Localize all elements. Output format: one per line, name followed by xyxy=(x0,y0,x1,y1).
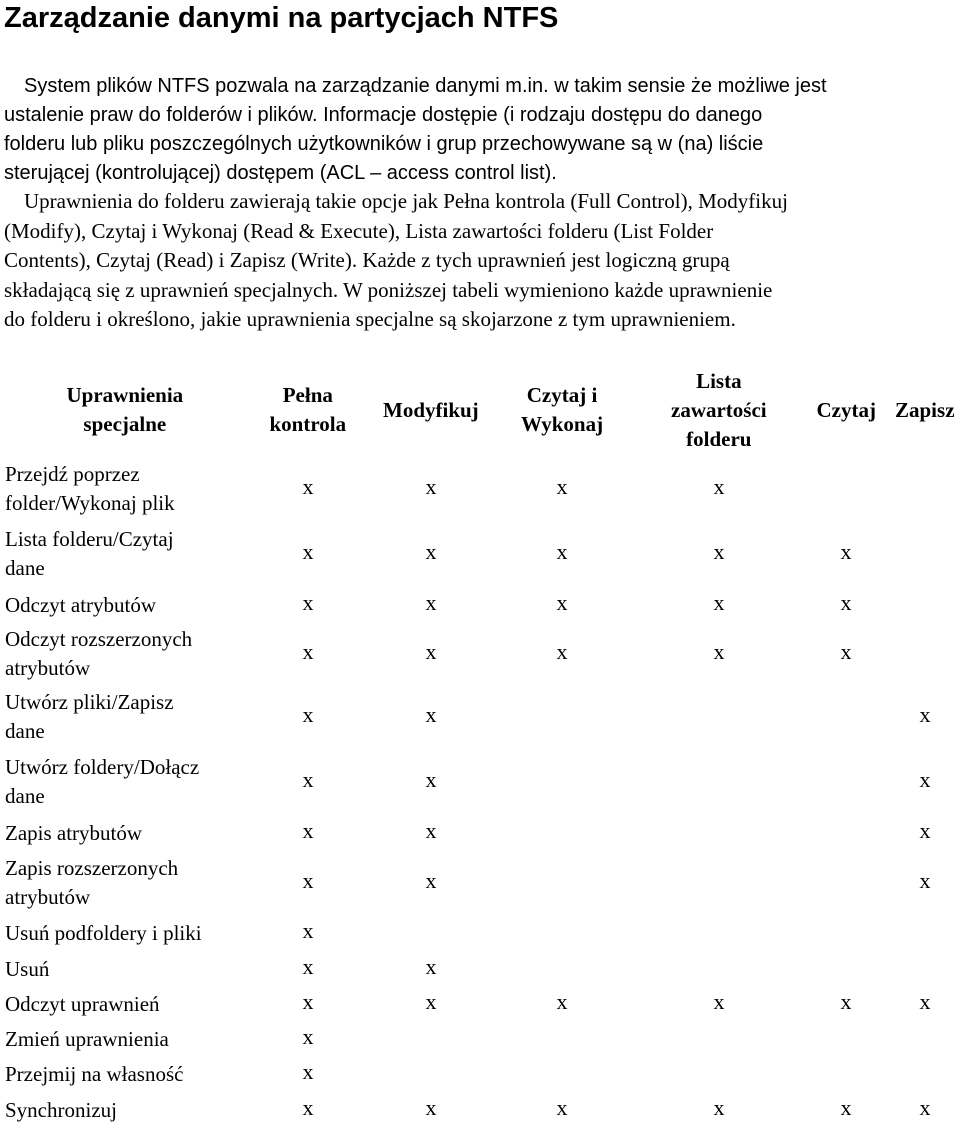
permission-mark: x xyxy=(556,473,568,499)
permission-mark: x xyxy=(425,817,437,843)
row-label: Przejdź poprzez folder/Wykonaj plik xyxy=(5,462,175,515)
permission-mark: x xyxy=(713,538,725,564)
permission-mark: x xyxy=(425,953,437,979)
permission-mark: x xyxy=(302,988,314,1014)
permission-mark: x xyxy=(556,589,568,615)
permission-mark: x xyxy=(840,638,852,664)
permission-mark: x xyxy=(713,589,725,615)
permission-mark: x xyxy=(919,867,931,893)
row-label: Zmień uprawnienia xyxy=(5,1026,169,1051)
row-label: Odczyt uprawnień xyxy=(5,991,160,1016)
row-label: Odczyt atrybutów xyxy=(5,592,157,617)
body-line: Uprawnienia do folderu zawierają takie opcje jak Pełna kontrola (Full Control), Modyfikuj xyxy=(24,189,788,213)
permission-mark: x xyxy=(840,589,852,615)
permission-mark: x xyxy=(302,1094,314,1120)
column-header: Lista zawartości folderu xyxy=(671,368,767,451)
body-line: (Modify), Czytaj i Wykonaj (Read & Execute), Lista zawartości folderu (List Folder xyxy=(4,218,714,243)
permission-mark: x xyxy=(919,701,931,727)
permission-mark: x xyxy=(713,1094,725,1120)
permission-mark: x xyxy=(840,538,852,564)
permission-mark: x xyxy=(302,867,314,893)
permission-mark: x xyxy=(302,1023,314,1049)
permission-mark: x xyxy=(919,766,931,792)
permission-mark: x xyxy=(556,1094,568,1120)
permission-mark: x xyxy=(302,766,314,792)
column-header: Uprawnienia specjalne xyxy=(66,383,184,436)
permission-mark: x xyxy=(425,638,437,664)
permission-mark: x xyxy=(425,473,437,499)
permission-mark: x xyxy=(425,701,437,727)
permission-mark: x xyxy=(425,988,437,1014)
row-label: Zapis rozszerzonych atrybutów xyxy=(5,856,179,909)
permission-mark: x xyxy=(302,638,314,664)
row-label: Usuń xyxy=(5,956,50,981)
permission-mark: x xyxy=(919,817,931,843)
permission-mark: x xyxy=(840,1094,852,1120)
body-line: składającą się z uprawnień specjalnych. W poniższej tabeli wymieniono każde uprawnienie xyxy=(4,277,773,302)
permission-mark: x xyxy=(302,701,314,727)
intro-paragraph xyxy=(4,72,960,188)
permission-mark: x xyxy=(919,988,931,1014)
intro-line: System plików NTFS pozwala na zarządzanie danymi m.in. w takim sensie że możliwe jest xyxy=(24,75,827,97)
permission-mark: x xyxy=(425,867,437,893)
page-title: Zarządzanie danymi na partycjach NTFS xyxy=(4,2,559,34)
row-label: Utwórz pliki/Zapisz dane xyxy=(5,690,174,743)
permission-mark: x xyxy=(713,473,725,499)
column-header: Pełna kontrola xyxy=(269,383,347,436)
column-header: Modyfikuj xyxy=(383,397,479,422)
permission-mark: x xyxy=(425,589,437,615)
permission-mark: x xyxy=(425,766,437,792)
body-paragraph xyxy=(4,187,960,335)
column-header: Czytaj xyxy=(816,397,876,422)
column-header: Czytaj i Wykonaj xyxy=(521,383,604,436)
permission-mark: x xyxy=(302,473,314,499)
row-label: Synchronizuj xyxy=(5,1097,117,1122)
intro-line: folderu lub pliku poszczególnych użytkowników i grup przechowywane są w (na) liście xyxy=(4,133,764,155)
permission-mark: x xyxy=(556,988,568,1014)
row-label: Lista folderu/Czytaj dane xyxy=(5,527,174,580)
body-line: do folderu i określono, jakie uprawnienia specjalne są skojarzone z tym uprawnieniem. xyxy=(4,307,736,331)
body-line: Contents), Czytaj (Read) i Zapisz (Write). Każde z tych uprawnień jest logiczną grupą xyxy=(4,248,730,272)
intro-line: ustalenie praw do folderów i plików. Informacje dostępie (i rodzaju dostępu do danego xyxy=(4,104,763,126)
permission-mark: x xyxy=(302,1058,314,1084)
permission-mark: x xyxy=(713,638,725,664)
row-label: Utwórz foldery/Dołącz dane xyxy=(5,755,200,808)
permission-mark: x xyxy=(556,638,568,664)
permission-mark: x xyxy=(919,1094,931,1120)
permission-mark: x xyxy=(302,817,314,843)
row-label: Zapis atrybutów xyxy=(5,820,143,845)
permission-mark: x xyxy=(840,988,852,1014)
permission-mark: x xyxy=(302,917,314,943)
permission-mark: x xyxy=(425,1094,437,1120)
permission-mark: x xyxy=(556,538,568,564)
row-label: Usuń podfoldery i pliki xyxy=(5,920,202,945)
permission-mark: x xyxy=(302,538,314,564)
permission-mark: x xyxy=(713,988,725,1014)
permission-mark: x xyxy=(302,953,314,979)
row-label: Odczyt rozszerzonych atrybutów xyxy=(5,627,193,680)
row-label: Przejmij na własność xyxy=(5,1061,184,1086)
intro-line: sterującej (kontrolującej) dostępem (ACL – access control list). xyxy=(4,162,557,184)
column-header: Zapisz xyxy=(895,397,955,422)
permission-mark: x xyxy=(302,589,314,615)
permission-mark: x xyxy=(425,538,437,564)
